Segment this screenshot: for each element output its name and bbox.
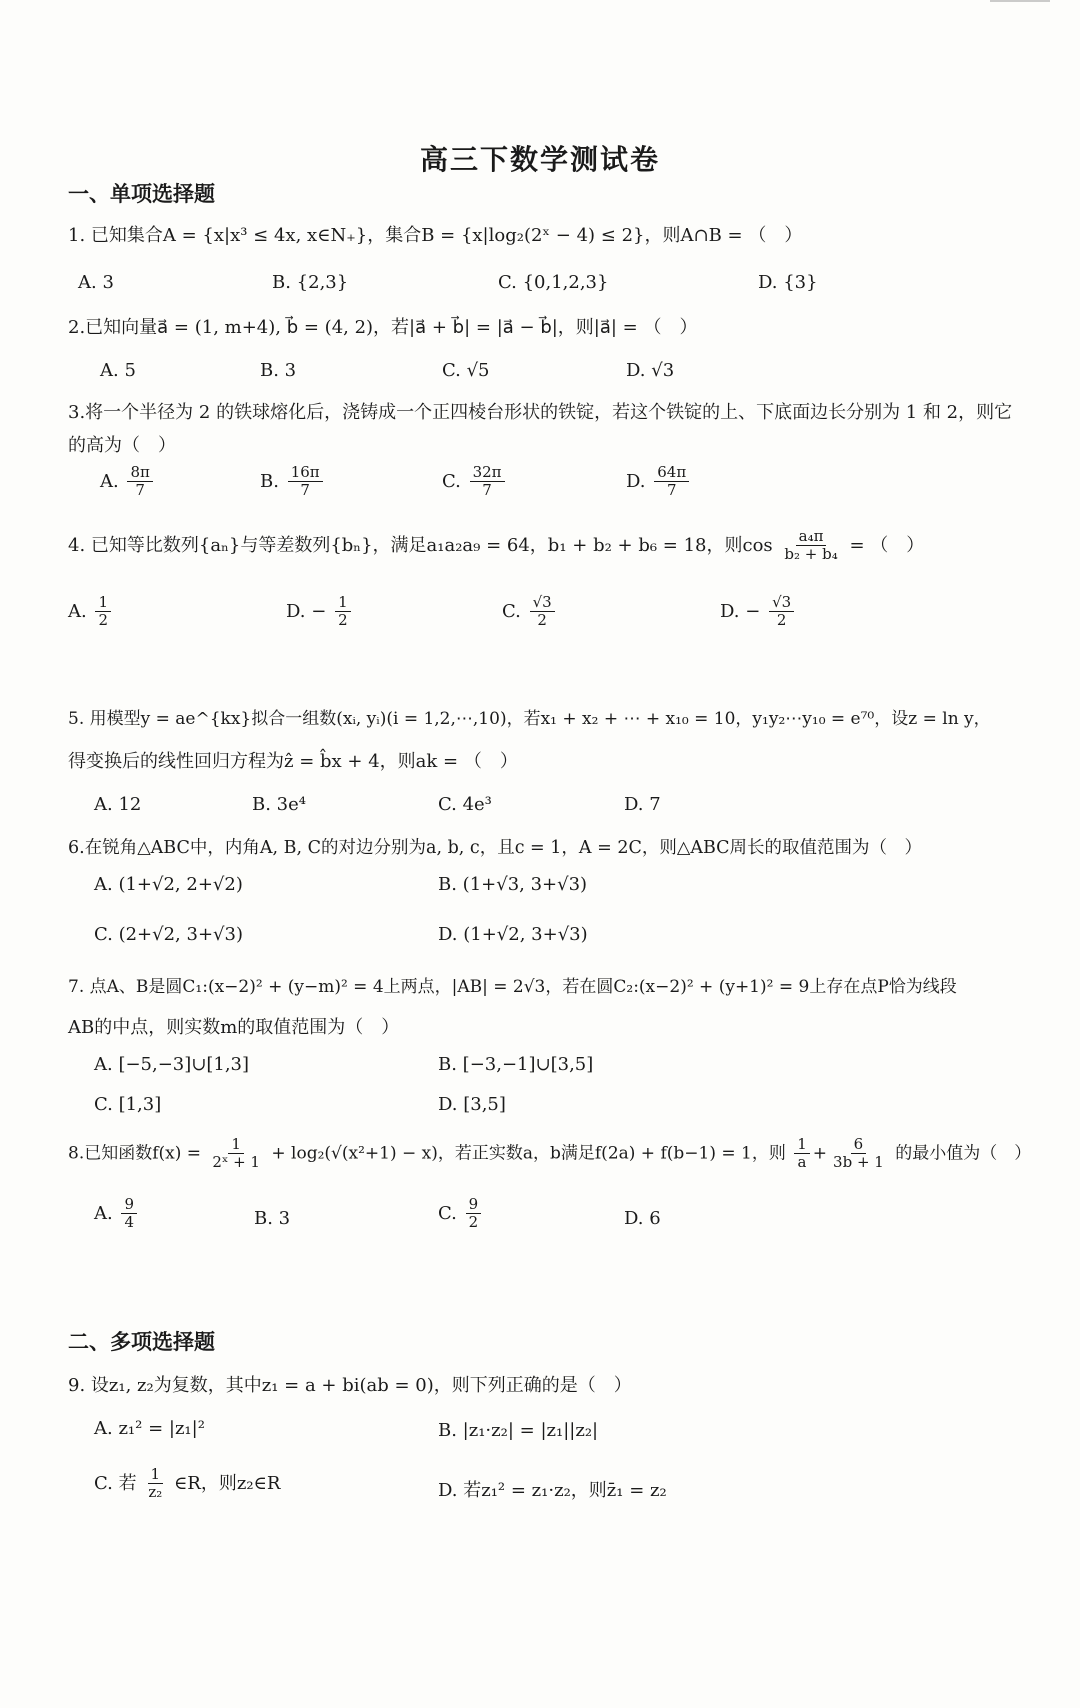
fraction	[288, 464, 323, 500]
section-heading-single-choice: 一、单项选择题	[68, 182, 215, 206]
question-5-option-d: D. 7	[624, 794, 661, 815]
question-3-option-a	[100, 464, 156, 500]
option-label: D. −	[286, 600, 327, 622]
question-8-option-d: D. 6	[624, 1208, 661, 1229]
question-3-stem: 3.将一个半径为 2 的铁球熔化后，浇铸成一个正四棱台形状的铁锭，若这个铁锭的上、下底面边长分别为 1 和 2，则它的高为（ ）	[68, 402, 1013, 456]
question-7-option-a: A. [−5,−3]∪[1,3]	[94, 1054, 250, 1075]
question-9-stem: 9. 设z₁, z₂为复数，其中z₁ = a + bi(ab = 0)，则下列正确的是（ ）	[68, 1375, 632, 1396]
question-4-option-d	[720, 594, 797, 630]
question-9-option-d: D. 若z₁² = z₁·z₂，则z̄₁ = z₂	[438, 1480, 667, 1501]
question-1-option-a: A. 3	[78, 272, 114, 293]
numerator: 9	[121, 1196, 137, 1214]
fraction	[781, 528, 840, 564]
numerator: 32π	[470, 464, 505, 482]
plus-sign: +	[812, 1143, 828, 1164]
question-6-option-b: B. (1+√3, 3+√3)	[438, 874, 588, 895]
question-5-stem-line-2: 得变换后的线性回归方程为ẑ = b̂x + 4，则ak = （ ）	[68, 751, 518, 772]
question-4-option-c	[502, 594, 558, 630]
question-3-option-b	[260, 464, 326, 500]
question-3-option-d	[626, 464, 692, 500]
section-heading-multiple-choice: 二、多项选择题	[68, 1330, 215, 1354]
question-9-option-b: B. |z₁·z₂| = |z₁||z₂|	[438, 1420, 599, 1441]
denominator: 7	[666, 481, 677, 500]
question-2-option-a: A. 5	[100, 360, 136, 381]
denominator: 3b + 1	[833, 1153, 884, 1172]
option-text: ∈R，则z₂∈R	[173, 1472, 281, 1494]
numerator: a₄π	[796, 528, 827, 546]
question-6-option-c: C. (2+√2, 3+√3)	[94, 924, 243, 945]
denominator: 7	[482, 481, 492, 500]
option-label: C. 若	[94, 1472, 137, 1494]
question-8-text-mid: + log₂(√(x²+1) − x)，若正实数a，b满足f(2a) + f(b−1) = 1，则	[271, 1143, 786, 1164]
fraction	[470, 464, 505, 500]
numerator: √3	[769, 594, 794, 612]
corner-mark	[990, 0, 1050, 8]
numerator: 16π	[288, 464, 323, 482]
denominator: 2	[468, 1213, 479, 1232]
question-7-stem-line-1: 7. 点A、B是圆C₁:(x−2)² + (y−m)² = 4上两点，|AB| = 2√3，若在圆C₂:(x−2)² + (y+1)² = 9上存在点P恰为线段	[68, 977, 957, 997]
option-label: C.	[442, 470, 461, 492]
option-label: B.	[260, 470, 279, 492]
question-9-option-c	[94, 1466, 280, 1502]
fraction	[95, 594, 111, 630]
fraction	[127, 464, 152, 500]
question-6-option-d: D. (1+√2, 3+√3)	[438, 924, 588, 945]
fraction	[209, 1136, 263, 1172]
question-2-option-b: B. 3	[260, 360, 297, 381]
question-8-text-end: 的最小值为（ ）	[895, 1143, 1032, 1164]
fraction	[121, 1196, 137, 1232]
numerator: 8π	[127, 464, 152, 482]
question-5-option-c: C. 4e³	[438, 794, 492, 815]
page-title: 高三下数学测试卷	[419, 143, 660, 176]
question-7-option-c: C. [1,3]	[94, 1094, 162, 1115]
denominator: 2ˣ + 1	[212, 1153, 260, 1172]
numerator: 1	[95, 594, 111, 612]
question-7-option-b: B. [−3,−1]∪[3,5]	[438, 1054, 594, 1075]
question-1-stem: 1. 已知集合A = {x|x³ ≤ 4x, x∈N₊}，集合B = {x|log₂(2ˣ − 4) ≤ 2}，则A∩B = （ ）	[68, 225, 803, 246]
question-4-text-end: = （ ）	[849, 534, 925, 556]
question-8-text: 8.已知函数f(x) =	[68, 1143, 202, 1164]
option-label: C.	[438, 1202, 457, 1224]
fraction	[769, 594, 794, 630]
numerator: 9	[466, 1196, 482, 1214]
question-8-option-b: B. 3	[254, 1208, 291, 1229]
denominator: 2	[98, 611, 109, 630]
question-8-option-c	[438, 1196, 484, 1232]
question-8-stem	[68, 1135, 1032, 1172]
fraction	[145, 1466, 165, 1502]
denominator: a	[797, 1153, 807, 1172]
fraction	[466, 1196, 482, 1232]
numerator: 64π	[654, 464, 689, 482]
numerator: 1	[228, 1136, 244, 1154]
numerator: 6	[851, 1136, 867, 1154]
question-6-option-a: A. (1+√2, 2+√2)	[94, 874, 243, 895]
option-label: A.	[100, 470, 119, 492]
question-4-text: 4. 已知等比数列{aₙ}与等差数列{bₙ}，满足a₁a₂a₉ = 64，b₁ + b₂ + b₆ = 18，则cos	[68, 534, 773, 556]
question-2-stem: 2.已知向量a⃗ = (1, m+4), b⃗ = (4, 2)，若|a⃗ + b⃗| = |a⃗ − b⃗|，则|a⃗| = （ ）	[68, 317, 698, 338]
fraction	[830, 1136, 887, 1172]
fraction	[530, 594, 555, 630]
denominator: 7	[300, 481, 310, 500]
numerator: 1	[794, 1136, 810, 1154]
denominator: 7	[135, 481, 145, 500]
denominator: 2	[338, 611, 348, 630]
denominator: b₂ + b₄	[784, 545, 838, 564]
numerator: 1	[148, 1466, 164, 1484]
question-2-option-d: D. √3	[626, 360, 675, 381]
denominator: 4	[124, 1213, 135, 1232]
question-7-option-d: D. [3,5]	[438, 1094, 506, 1115]
denominator: 2	[776, 611, 787, 630]
question-6-stem: 6.在锐角△ABC中，内角A, B, C的对边分别为a, b, c，且c = 1，A = 2C，则△ABC周长的取值范围为（ ）	[68, 838, 923, 858]
question-5-stem-line-1: 5. 用模型y = ae^{kx}拟合一组数(xᵢ, yᵢ)(i = 1,2,⋯,10)，若x₁ + x₂ + ⋯ + x₁₀ = 10，y₁y₂⋯y₁₀ = e⁷⁰，设z = ln y，	[68, 709, 991, 729]
question-9-option-a: A. z₁² = |z₁|²	[94, 1418, 205, 1439]
question-2-option-c: C. √5	[442, 360, 490, 381]
question-8-option-a	[94, 1196, 140, 1232]
question-1-option-d: D. {3}	[758, 272, 818, 293]
option-label: A.	[94, 1202, 113, 1224]
question-1-option-c: C. {0,1,2,3}	[498, 272, 609, 293]
question-7-stem-line-2: AB的中点，则实数m的取值范围为（ ）	[68, 1017, 400, 1038]
question-4-option-a	[68, 594, 114, 630]
option-label: D. −	[720, 600, 761, 622]
question-5-option-a: A. 12	[94, 794, 142, 815]
question-3-option-c	[442, 464, 508, 500]
option-label: C.	[502, 600, 521, 622]
denominator: z₂	[148, 1483, 163, 1502]
option-label: A.	[68, 600, 87, 622]
option-label: D.	[626, 470, 646, 492]
fraction	[335, 594, 351, 630]
question-5-option-b: B. 3e⁴	[252, 794, 306, 815]
denominator: 2	[537, 611, 547, 630]
numerator: 1	[335, 594, 351, 612]
fraction	[654, 464, 689, 500]
question-4-option-b	[286, 594, 354, 630]
question-4-stem	[68, 528, 1020, 564]
fraction	[794, 1136, 810, 1172]
question-1-option-b: B. {2,3}	[272, 272, 349, 293]
numerator: √3	[530, 594, 555, 612]
